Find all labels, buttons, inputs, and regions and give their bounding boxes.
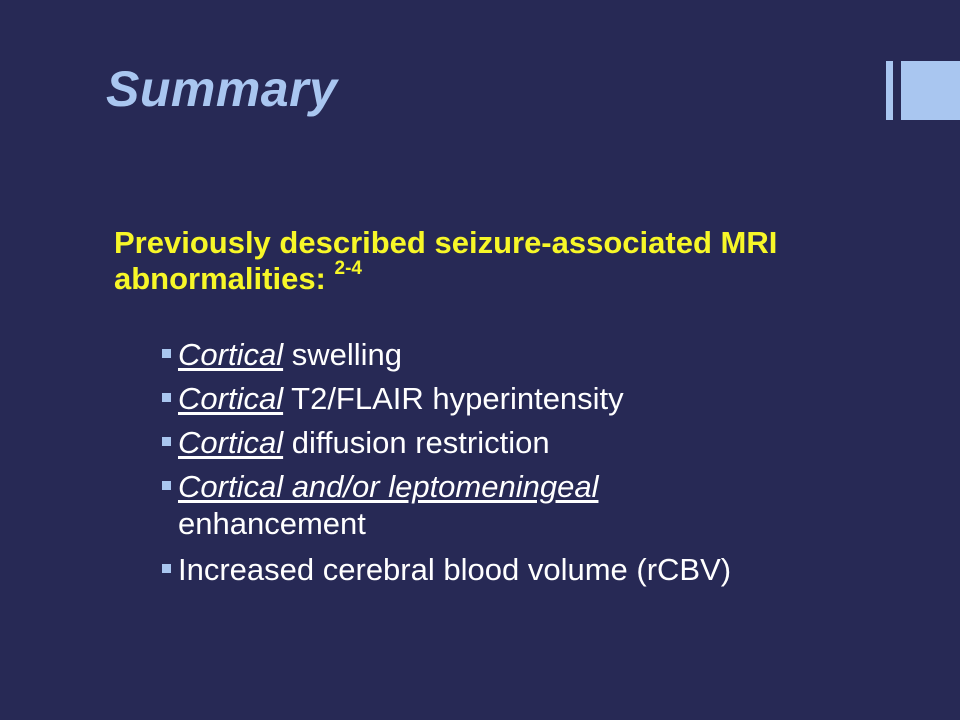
- square-bullet-icon: [162, 393, 171, 402]
- bullet-item: [162, 336, 922, 373]
- bullet-list: [162, 336, 922, 595]
- bullet-text: Increased cerebral blood volume (rCBV): [178, 552, 732, 587]
- bullet-emphasis: Cortical and/or leptomeningeal: [178, 469, 599, 504]
- bullet-text: T2/FLAIR hyperintensity: [283, 381, 624, 416]
- decorative-square: [901, 61, 960, 120]
- square-bullet-icon: [162, 564, 171, 573]
- citation-superscript: 2-4: [334, 257, 362, 279]
- section-heading: [114, 225, 914, 297]
- bullet-item: [162, 468, 922, 542]
- bullet-emphasis: Cortical: [178, 337, 284, 372]
- bullet-item: [162, 424, 922, 461]
- square-bullet-icon: [162, 349, 171, 358]
- decorative-bar: [886, 61, 893, 120]
- bullet-emphasis: Cortical: [178, 381, 284, 416]
- bullet-item: [162, 551, 922, 588]
- slide-title: Summary: [106, 61, 338, 117]
- square-bullet-icon: [162, 481, 171, 490]
- bullet-item: [162, 380, 922, 417]
- heading-text: Previously described seizure-associated MRI abnormalities:: [114, 225, 778, 296]
- bullet-text: swelling: [283, 337, 402, 372]
- bullet-emphasis: Cortical: [178, 425, 284, 460]
- bullet-text: enhancement: [178, 506, 366, 541]
- square-bullet-icon: [162, 437, 171, 446]
- bullet-text: diffusion restriction: [283, 425, 550, 460]
